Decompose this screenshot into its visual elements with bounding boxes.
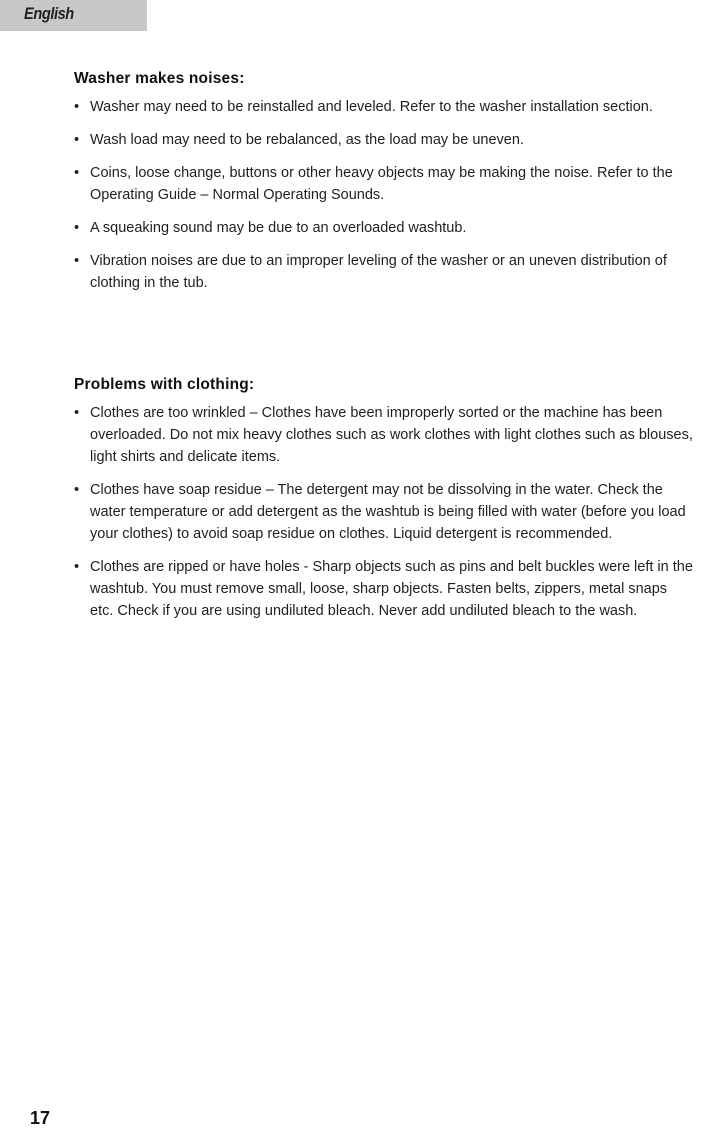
section-clothing-problems <box>74 376 694 633</box>
list-item-text: Clothes are ripped or have holes - Sharp objects such as pins and belt buckles were left in the washtub. You must remove small, loose, sharp objects. Fasten belts, zippers, metal snaps etc. Check if you are using undiluted bleach. Never add undiluted bleach to the wash. <box>90 559 693 619</box>
list-item <box>74 556 694 622</box>
list-item <box>74 402 694 468</box>
list-item <box>74 96 694 118</box>
bullet-list <box>74 96 694 294</box>
section-heading: Problems with clothing: <box>74 376 255 393</box>
list-item <box>74 162 694 206</box>
list-item-text: Clothes have soap residue – The detergent may not be dissolving in the water. Check the water temperature or add detergent as the washtub is being filled with water (before you load your clothes) to avoid soap residue on clothes. Liquid detergent is recommended. <box>90 482 686 542</box>
list-item-text: Coins, loose change, buttons or other heavy objects may be making the noise. Refer to the Operating Guide – Normal Operating Sounds. <box>90 165 673 203</box>
bullet-list <box>74 402 694 622</box>
list-item <box>74 479 694 545</box>
bullet-icon: • <box>74 220 80 236</box>
bullet-icon: • <box>74 253 80 269</box>
section-washer-noises <box>74 70 694 305</box>
bullet-icon: • <box>74 132 80 148</box>
list-item-text: Clothes are too wrinkled – Clothes have been improperly sorted or the machine has been overloaded. Do not mix heavy clothes such as work clothes with light clothes such as blouses, light shirts and delicate items. <box>90 405 693 465</box>
list-item <box>74 129 694 151</box>
list-item-text: Washer may need to be reinstalled and leveled. Refer to the washer installation section. <box>90 99 653 115</box>
language-tab <box>0 0 147 31</box>
list-item <box>74 250 694 294</box>
list-item-text: Wash load may need to be rebalanced, as the load may be uneven. <box>90 132 524 148</box>
bullet-icon: • <box>74 482 80 498</box>
list-item-text: Vibration noises are due to an improper leveling of the washer or an uneven distribution of clothing in the tub. <box>90 253 667 291</box>
bullet-icon: • <box>74 559 80 575</box>
page-number: 17 <box>30 1108 51 1128</box>
section-heading: Washer makes noises: <box>74 70 245 87</box>
language-label: English <box>24 4 74 23</box>
bullet-icon: • <box>74 165 80 181</box>
bullet-icon: • <box>74 405 80 421</box>
list-item <box>74 217 694 239</box>
bullet-icon: • <box>74 99 80 115</box>
list-item-text: A squeaking sound may be due to an overloaded washtub. <box>90 220 467 236</box>
